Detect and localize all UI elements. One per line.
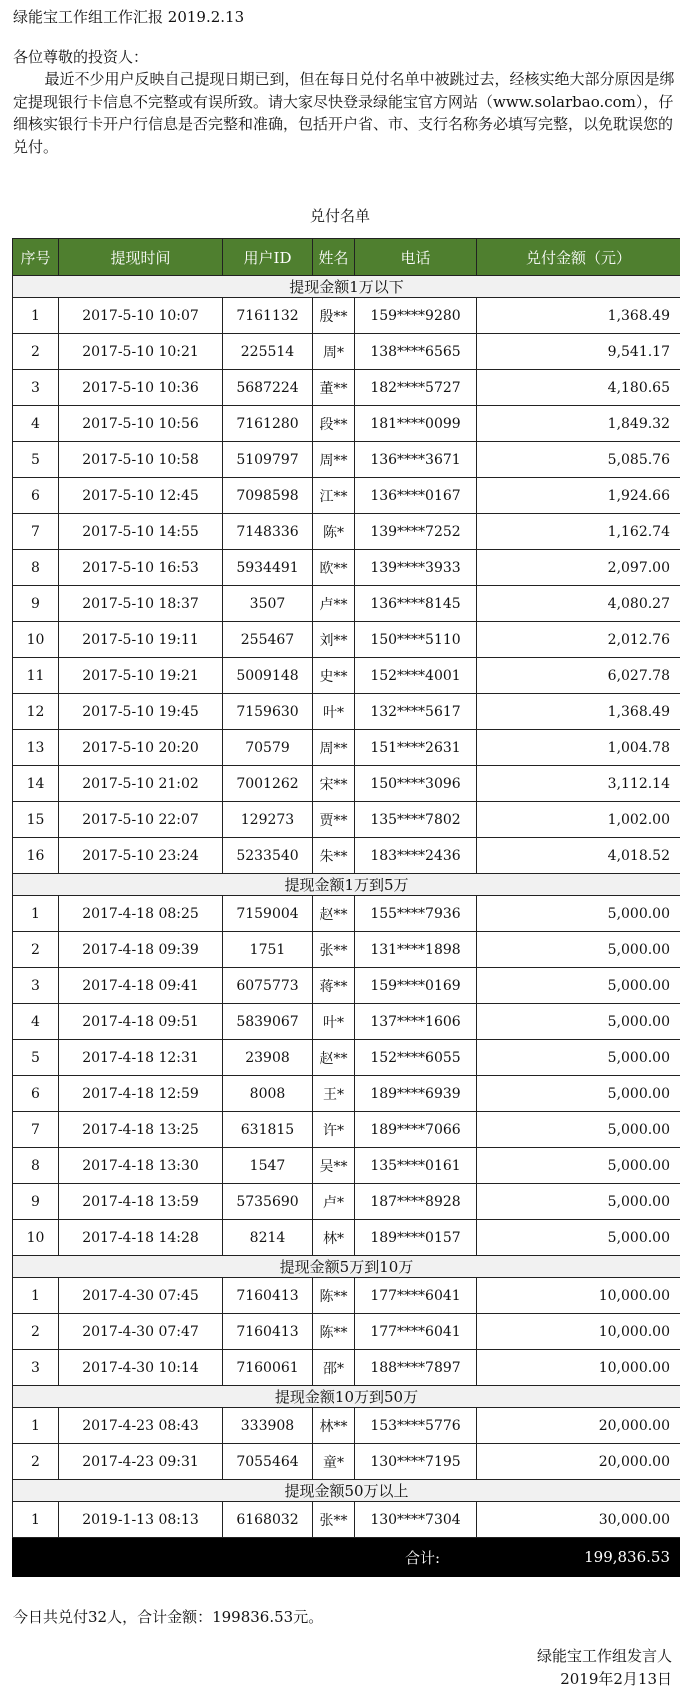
cell-index: 16 (13, 838, 59, 874)
cell-user-id: 3507 (223, 586, 313, 622)
cell-index: 10 (13, 1220, 59, 1256)
cell-amount: 10,000.00 (477, 1314, 680, 1350)
cell-time: 2017-4-30 07:45 (59, 1278, 223, 1314)
cell-index: 10 (13, 622, 59, 658)
cell-time: 2017-5-10 19:21 (59, 658, 223, 694)
table-row (13, 1502, 680, 1538)
cell-name: 周* (313, 334, 355, 370)
signature-org: 绿能宝工作组发言人 (536, 1647, 672, 1665)
cell-name: 叶* (313, 694, 355, 730)
cell-name: 殷** (313, 298, 355, 334)
table-row (13, 1350, 680, 1386)
report-title: 绿能宝工作组工作汇报 2019.2.13 (13, 8, 245, 26)
cell-index: 7 (13, 1112, 59, 1148)
cell-name: 童* (313, 1444, 355, 1480)
cell-index: 12 (13, 694, 59, 730)
total-row (13, 1538, 680, 1577)
cell-time: 2017-4-18 09:39 (59, 932, 223, 968)
cell-index: 2 (13, 334, 59, 370)
column-header-name: 姓名 (313, 239, 355, 276)
cell-user-id: 7160061 (223, 1350, 313, 1386)
cell-amount: 6,027.78 (477, 658, 680, 694)
table-body (13, 276, 680, 1538)
cell-index: 3 (13, 968, 59, 1004)
cell-amount: 30,000.00 (477, 1502, 680, 1538)
payout-table (12, 238, 680, 1577)
section-header-row (13, 1386, 680, 1408)
cell-amount: 5,085.76 (477, 442, 680, 478)
cell-amount: 2,097.00 (477, 550, 680, 586)
section-title: 提现金额10万到50万 (13, 1386, 680, 1408)
cell-name: 刘** (313, 622, 355, 658)
cell-index: 8 (13, 550, 59, 586)
cell-time: 2017-5-10 19:11 (59, 622, 223, 658)
cell-user-id: 5735690 (223, 1184, 313, 1220)
cell-phone: 130****7304 (355, 1502, 477, 1538)
cell-user-id: 5839067 (223, 1004, 313, 1040)
cell-index: 7 (13, 514, 59, 550)
cell-index: 6 (13, 478, 59, 514)
cell-phone: 189****7066 (355, 1112, 477, 1148)
cell-user-id: 129273 (223, 802, 313, 838)
cell-phone: 159****0169 (355, 968, 477, 1004)
cell-time: 2017-5-10 10:36 (59, 370, 223, 406)
cell-user-id: 225514 (223, 334, 313, 370)
cell-phone: 152****6055 (355, 1040, 477, 1076)
table-row (13, 1184, 680, 1220)
cell-name: 贾** (313, 802, 355, 838)
cell-phone: 152****4001 (355, 658, 477, 694)
cell-time: 2017-5-10 19:45 (59, 694, 223, 730)
cell-index: 6 (13, 1076, 59, 1112)
column-header-user-id: 用户ID (223, 239, 313, 276)
cell-index: 1 (13, 1408, 59, 1444)
cell-user-id: 5009148 (223, 658, 313, 694)
table-row (13, 1408, 680, 1444)
table-row (13, 550, 680, 586)
table-row (13, 1148, 680, 1184)
cell-phone: 132****5617 (355, 694, 477, 730)
cell-phone: 183****2436 (355, 838, 477, 874)
table-header-row (13, 239, 680, 276)
cell-phone: 189****6939 (355, 1076, 477, 1112)
column-header-time: 提现时间 (59, 239, 223, 276)
cell-phone: 188****7897 (355, 1350, 477, 1386)
cell-index: 15 (13, 802, 59, 838)
cell-time: 2017-4-30 07:47 (59, 1314, 223, 1350)
cell-phone: 151****2631 (355, 730, 477, 766)
table-row (13, 1314, 680, 1350)
cell-phone: 130****7195 (355, 1444, 477, 1480)
section-title: 提现金额1万到5万 (13, 874, 680, 896)
cell-name: 蒋** (313, 968, 355, 1004)
total-label: 合计: (13, 1538, 477, 1577)
cell-name: 朱** (313, 838, 355, 874)
cell-time: 2017-5-10 18:37 (59, 586, 223, 622)
cell-phone: 177****6041 (355, 1314, 477, 1350)
cell-name: 赵** (313, 896, 355, 932)
cell-name: 陈* (313, 514, 355, 550)
cell-time: 2017-4-23 09:31 (59, 1444, 223, 1480)
cell-amount: 5,000.00 (477, 1220, 680, 1256)
table-row (13, 802, 680, 838)
table-row (13, 1444, 680, 1480)
cell-phone: 189****0157 (355, 1220, 477, 1256)
table-row (13, 514, 680, 550)
cell-index: 8 (13, 1148, 59, 1184)
cell-amount: 5,000.00 (477, 1148, 680, 1184)
cell-index: 9 (13, 1184, 59, 1220)
section-header-row (13, 1256, 680, 1278)
cell-time: 2017-5-10 23:24 (59, 838, 223, 874)
cell-amount: 10,000.00 (477, 1278, 680, 1314)
cell-name: 史** (313, 658, 355, 694)
cell-phone: 187****8928 (355, 1184, 477, 1220)
cell-name: 邵* (313, 1350, 355, 1386)
section-title: 提现金额5万到10万 (13, 1256, 680, 1278)
cell-phone: 138****6565 (355, 334, 477, 370)
cell-phone: 136****0167 (355, 478, 477, 514)
section-header-row (13, 276, 680, 298)
cell-user-id: 333908 (223, 1408, 313, 1444)
column-header-phone: 电话 (355, 239, 477, 276)
cell-name: 周** (313, 730, 355, 766)
table-row (13, 370, 680, 406)
cell-amount: 5,000.00 (477, 1184, 680, 1220)
cell-index: 4 (13, 1004, 59, 1040)
cell-time: 2017-4-18 09:41 (59, 968, 223, 1004)
section-title: 提现金额50万以上 (13, 1480, 680, 1502)
cell-amount: 4,180.65 (477, 370, 680, 406)
cell-index: 11 (13, 658, 59, 694)
cell-name: 江** (313, 478, 355, 514)
cell-user-id: 7160413 (223, 1278, 313, 1314)
list-title: 兑付名单 (309, 207, 370, 225)
cell-name: 周** (313, 442, 355, 478)
cell-index: 2 (13, 932, 59, 968)
cell-phone: 155****7936 (355, 896, 477, 932)
cell-phone: 139****7252 (355, 514, 477, 550)
cell-amount: 5,000.00 (477, 968, 680, 1004)
cell-user-id: 7161132 (223, 298, 313, 334)
cell-time: 2017-5-10 20:20 (59, 730, 223, 766)
cell-index: 1 (13, 298, 59, 334)
section-header-row (13, 874, 680, 896)
cell-index: 1 (13, 896, 59, 932)
salutation: 各位尊敬的投资人： (13, 48, 149, 66)
cell-user-id: 7160413 (223, 1314, 313, 1350)
cell-name: 许* (313, 1112, 355, 1148)
total-value: 199,836.53 (477, 1538, 680, 1577)
cell-phone: 136****8145 (355, 586, 477, 622)
cell-amount: 4,018.52 (477, 838, 680, 874)
cell-user-id: 23908 (223, 1040, 313, 1076)
cell-name: 董** (313, 370, 355, 406)
cell-amount: 5,000.00 (477, 932, 680, 968)
cell-phone: 131****1898 (355, 932, 477, 968)
cell-name: 陈** (313, 1314, 355, 1350)
cell-amount: 1,849.32 (477, 406, 680, 442)
cell-amount: 1,004.78 (477, 730, 680, 766)
cell-name: 张** (313, 932, 355, 968)
cell-amount: 5,000.00 (477, 1076, 680, 1112)
cell-time: 2017-4-18 09:51 (59, 1004, 223, 1040)
cell-user-id: 7098598 (223, 478, 313, 514)
cell-user-id: 1751 (223, 932, 313, 968)
table-row (13, 622, 680, 658)
cell-phone: 159****9280 (355, 298, 477, 334)
cell-user-id: 255467 (223, 622, 313, 658)
cell-amount: 20,000.00 (477, 1444, 680, 1480)
table-row (13, 968, 680, 1004)
table-row (13, 1076, 680, 1112)
column-header-index: 序号 (13, 239, 59, 276)
cell-time: 2017-5-10 21:02 (59, 766, 223, 802)
cell-amount: 10,000.00 (477, 1350, 680, 1386)
cell-user-id: 7001262 (223, 766, 313, 802)
cell-phone: 137****1606 (355, 1004, 477, 1040)
section-header-row (13, 1480, 680, 1502)
cell-time: 2017-4-18 13:59 (59, 1184, 223, 1220)
table-row (13, 334, 680, 370)
cell-amount: 3,112.14 (477, 766, 680, 802)
cell-amount: 5,000.00 (477, 1112, 680, 1148)
column-header-amount: 兑付金额（元） (477, 239, 680, 276)
cell-time: 2017-5-10 16:53 (59, 550, 223, 586)
cell-index: 2 (13, 1444, 59, 1480)
table-row (13, 1220, 680, 1256)
cell-time: 2017-5-10 22:07 (59, 802, 223, 838)
cell-name: 赵** (313, 1040, 355, 1076)
cell-time: 2017-5-10 14:55 (59, 514, 223, 550)
cell-user-id: 6168032 (223, 1502, 313, 1538)
cell-time: 2017-5-10 12:45 (59, 478, 223, 514)
section-title: 提现金额1万以下 (13, 276, 680, 298)
cell-name: 叶* (313, 1004, 355, 1040)
cell-phone: 136****3671 (355, 442, 477, 478)
cell-amount: 1,368.49 (477, 298, 680, 334)
cell-amount: 5,000.00 (477, 896, 680, 932)
cell-user-id: 631815 (223, 1112, 313, 1148)
table-row (13, 442, 680, 478)
cell-phone: 150****5110 (355, 622, 477, 658)
cell-name: 林* (313, 1220, 355, 1256)
cell-time: 2017-5-10 10:56 (59, 406, 223, 442)
cell-user-id: 7159630 (223, 694, 313, 730)
cell-user-id: 7148336 (223, 514, 313, 550)
cell-user-id: 5109797 (223, 442, 313, 478)
cell-index: 13 (13, 730, 59, 766)
cell-phone: 135****0161 (355, 1148, 477, 1184)
table-row (13, 932, 680, 968)
cell-amount: 1,162.74 (477, 514, 680, 550)
table-row (13, 694, 680, 730)
cell-phone: 135****7802 (355, 802, 477, 838)
cell-amount: 1,924.66 (477, 478, 680, 514)
table-row (13, 1112, 680, 1148)
cell-index: 1 (13, 1502, 59, 1538)
cell-user-id: 8008 (223, 1076, 313, 1112)
cell-time: 2017-4-23 08:43 (59, 1408, 223, 1444)
cell-name: 宋** (313, 766, 355, 802)
table-row (13, 730, 680, 766)
cell-amount: 1,002.00 (477, 802, 680, 838)
table-row (13, 658, 680, 694)
table-row (13, 406, 680, 442)
table-row (13, 478, 680, 514)
cell-index: 14 (13, 766, 59, 802)
cell-user-id: 5934491 (223, 550, 313, 586)
cell-phone: 182****5727 (355, 370, 477, 406)
cell-name: 卢** (313, 586, 355, 622)
cell-time: 2017-4-30 10:14 (59, 1350, 223, 1386)
cell-amount: 5,000.00 (477, 1040, 680, 1076)
cell-user-id: 7055464 (223, 1444, 313, 1480)
cell-user-id: 5687224 (223, 370, 313, 406)
cell-name: 欧** (313, 550, 355, 586)
table-row (13, 1004, 680, 1040)
cell-user-id: 7161280 (223, 406, 313, 442)
cell-phone: 139****3933 (355, 550, 477, 586)
table-row (13, 1278, 680, 1314)
cell-name: 林** (313, 1408, 355, 1444)
cell-phone: 150****3096 (355, 766, 477, 802)
cell-amount: 2,012.76 (477, 622, 680, 658)
cell-time: 2017-5-10 10:21 (59, 334, 223, 370)
cell-time: 2017-4-18 13:30 (59, 1148, 223, 1184)
cell-name: 段** (313, 406, 355, 442)
cell-index: 2 (13, 1314, 59, 1350)
cell-name: 张** (313, 1502, 355, 1538)
notice-paragraph: 最近不少用户反映自己提现日期已到，但在每日兑付名单中被跳过去，经核实绝大部分原因是绑定提现银行卡信息不完整或有误所致。请大家尽快登录绿能宝官方网站（www.solarbao.com），仔细核实银行卡开户行信息是否完整和准确，包括开户省、市、支行名称务必填写完整，以免耽误您的兑付。 (13, 70, 675, 156)
table-row (13, 896, 680, 932)
table-row (13, 586, 680, 622)
cell-index: 5 (13, 1040, 59, 1076)
cell-user-id: 6075773 (223, 968, 313, 1004)
cell-amount: 9,541.17 (477, 334, 680, 370)
cell-name: 卢* (313, 1184, 355, 1220)
cell-user-id: 70579 (223, 730, 313, 766)
cell-time: 2017-5-10 10:58 (59, 442, 223, 478)
cell-time: 2017-4-18 12:31 (59, 1040, 223, 1076)
cell-index: 9 (13, 586, 59, 622)
table-row (13, 838, 680, 874)
cell-amount: 1,368.49 (477, 694, 680, 730)
cell-time: 2017-4-18 14:28 (59, 1220, 223, 1256)
cell-user-id: 1547 (223, 1148, 313, 1184)
cell-index: 1 (13, 1278, 59, 1314)
table-row (13, 766, 680, 802)
signature-date: 2019年2月13日 (560, 1670, 672, 1688)
summary-text: 今日共兑付32人，合计金额：199836.53元。 (13, 1608, 324, 1626)
cell-time: 2017-4-18 08:25 (59, 896, 223, 932)
cell-amount: 20,000.00 (477, 1408, 680, 1444)
cell-phone: 153****5776 (355, 1408, 477, 1444)
cell-index: 4 (13, 406, 59, 442)
cell-user-id: 5233540 (223, 838, 313, 874)
cell-name: 吴** (313, 1148, 355, 1184)
cell-phone: 181****0099 (355, 406, 477, 442)
cell-amount: 5,000.00 (477, 1004, 680, 1040)
cell-index: 3 (13, 370, 59, 406)
cell-name: 王* (313, 1076, 355, 1112)
cell-index: 3 (13, 1350, 59, 1386)
cell-time: 2019-1-13 08:13 (59, 1502, 223, 1538)
cell-time: 2017-4-18 12:59 (59, 1076, 223, 1112)
cell-phone: 177****6041 (355, 1278, 477, 1314)
cell-index: 5 (13, 442, 59, 478)
cell-time: 2017-5-10 10:07 (59, 298, 223, 334)
cell-name: 陈** (313, 1278, 355, 1314)
table-row (13, 1040, 680, 1076)
table-row (13, 298, 680, 334)
cell-user-id: 8214 (223, 1220, 313, 1256)
cell-amount: 4,080.27 (477, 586, 680, 622)
cell-time: 2017-4-18 13:25 (59, 1112, 223, 1148)
cell-user-id: 7159004 (223, 896, 313, 932)
